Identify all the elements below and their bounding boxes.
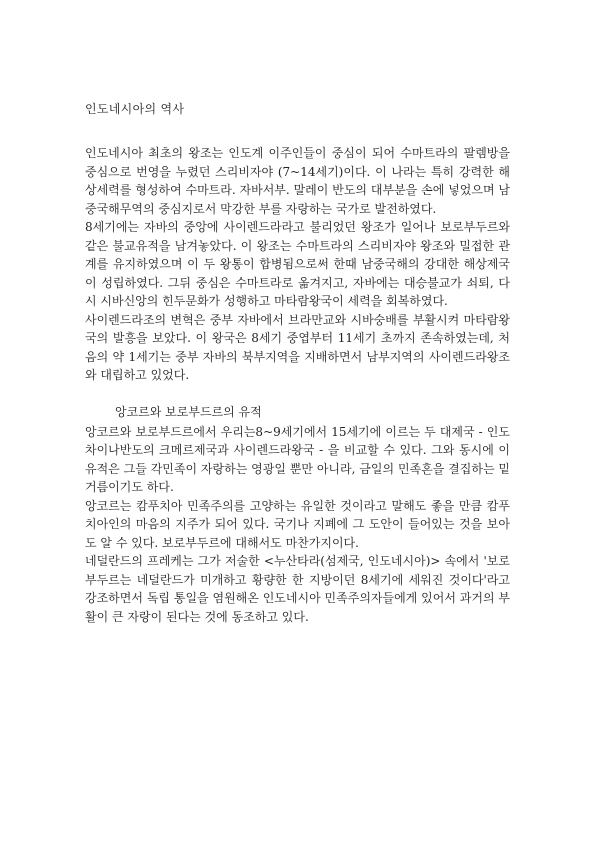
- section-heading: 앙코르와 보로부드르의 유적: [115, 404, 262, 419]
- paragraph-angkor-nationalism: 앙코르는 캄푸치아 민족주의를 고양하는 유일한 것이라고 말해도 좋을 만큼 캄푸치아인의 마음의 지주가 되어 있다. 국기나 지폐에 그 도안이 들어있는 것을 보아도 알 수 있다. 보로부두르에 대해서도 마찬가지이다.: [85, 498, 510, 550]
- document-body: [85, 100, 510, 626]
- paragraph-srivijaya: 인도네시아 최초의 왕조는 인도계 이주인들이 중심이 되어 수마트라의 팔렘방을 중심으로 번영을 누렸던 스리비자야 (7~14세기)이다. 이 나라는 특히 강력한 해상세력를 형성하여 수마트라. 자바서부. 말레이 반도의 대부분을 손에 넣었으며 남중국해무역의 중심지로서 막강한 부를 자랑하는 국가로 발전하였다.: [85, 146, 510, 216]
- document-title: 인도네시아의 역사: [85, 102, 185, 116]
- paragraph-angkor-borobudur: 앙코르와 보로부드르에서 우리는8~9세기에서 15세기에 이르는 두 대제국 - 인도차이나반도의 크메르제국과 사이렌드라왕국 - 을 비교할 수 있다. 그와 동시에 이 유적은 그들 각민족이 자랑하는 영광일 뿐만 아니라, 금일의 민족혼을 결집하는 밑거름이기도 하다.: [85, 424, 510, 494]
- paragraph-sailendra: 8세기에는 자바의 중앙에 사이렌드라라고 불리었던 왕조가 일어나 보로부두르와 같은 불교유적을 남겨놓았다. 이 왕조는 수마트라의 스리비자야 왕조와 밀접한 관계를 유지하였으며 이 두 왕통이 합병됨으로써 한때 남중국해의 강대한 해상제국이 성립하였다. 그뒤 중심은 수마트라로 옮겨지고, 자바에는 대승불교가 쇠퇴, 다시 시바신앙의 힌두문화가 성행하고 마타람왕국이 세력을 회복하였다.: [85, 220, 510, 308]
- paragraph-netherlands-view: 네덜란드의 프레케는 그가 저술한 <누산타라(섬제국, 인도네시아)> 속에서 '보로부두르는 네덜란드가 미개하고 황량한 한 지방이던 8세기에 세워진 것이다'라고 강조하면서 독립 통일을 염원해온 인도네시아 민족주의자들에게 있어서 과거의 부활이 큰 자랑이 된다는 것에 동조하고 있다.: [85, 554, 510, 624]
- section-divider-space: [85, 385, 510, 403]
- paragraph-mataram: 사이렌드라조의 변혁은 중부 자바에서 브라만교와 시바숭배를 부활시켜 마타람왕국의 발흥을 보았다. 이 왕국은 8세기 중엽부터 11세기 초까지 존속하였는데, 처음의 약 1세기는 중부 자바의 북부지역을 지배하면서 남부지역의 사이렌드라왕조와 대립하고 있었다.: [85, 312, 510, 382]
